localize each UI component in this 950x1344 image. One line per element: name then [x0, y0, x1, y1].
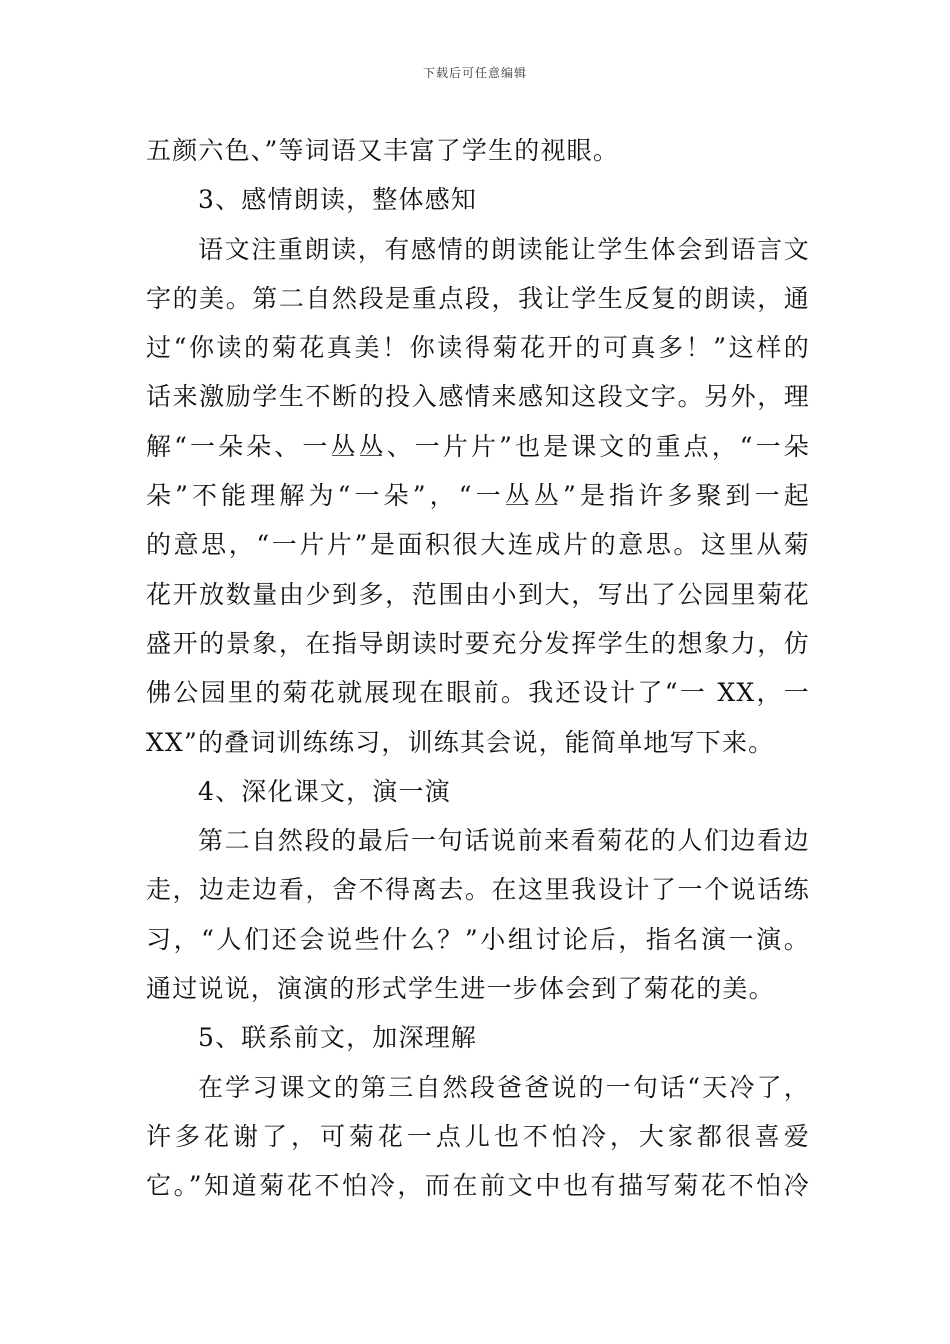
text-line: XX”的叠词训练练习，训练其会说，能简单地写下来。 [146, 727, 775, 757]
text-line: 的意思，“一片片”是面积很大连成片的意思。这里从菊 [146, 530, 810, 560]
section-heading: 5、联系前文，加深理解 [198, 1023, 478, 1053]
paragraph-first-line: 语文注重朗读，有感情的朗读能让学生体会到语言文 [198, 234, 810, 264]
text-line: 朵”不能理解为“一朵”，“一丛丛”是指许多聚到一起 [146, 481, 810, 511]
text-line: 习，“人们还会说些什么？”小组讨论后，指名演一演。 [146, 924, 810, 954]
text-line: 字的美。第二自然段是重点段，我让学生反复的朗读，通 [146, 283, 810, 313]
paragraph-first-line: 第二自然段的最后一句话说前来看菊花的人们边看边 [198, 826, 810, 856]
text-line: 许多花谢了，可菊花一点儿也不怕冷，大家都很喜爱 [146, 1121, 810, 1151]
text-line: 盛开的景象，在指导朗读时要充分发挥学生的想象力，仿 [146, 628, 810, 658]
page-header: 下载后可任意编辑 [422, 66, 527, 80]
text-line: 过“你读的菊花真美！你读得菊花开的可真多！”这样的 [146, 333, 810, 363]
text-line: 话来激励学生不断的投入感情来感知这段文字。另外，理 [146, 382, 810, 412]
text-line: 它。”知道菊花不怕冷，而在前文中也有描写菊花不怕冷 [146, 1171, 810, 1201]
section-heading: 3、感情朗读，整体感知 [198, 185, 478, 215]
text-line: 走，边走边看，舍不得离去。在这里我设计了一个说话练 [146, 875, 810, 905]
section-heading: 4、深化课文，演一演 [198, 776, 451, 806]
text-line: 通过说说，演演的形式学生进一步体会到了菊花的美。 [146, 974, 775, 1004]
paragraph-first-line: 在学习课文的第三自然段爸爸说的一句话“天冷了， [198, 1072, 810, 1102]
text-line: 五颜六色、”等词语又丰富了学生的视眼。 [146, 136, 620, 165]
text-line: 佛公园里的菊花就展现在眼前。我还设计了“一 XX，一 [146, 678, 810, 708]
text-line: 花开放数量由少到多，范围由小到大，写出了公园里菊花 [146, 579, 810, 609]
document-body [146, 126, 810, 1211]
text-line: 解“一朵朵、一丛丛、一片片”也是课文的重点，“一朵 [146, 431, 810, 461]
